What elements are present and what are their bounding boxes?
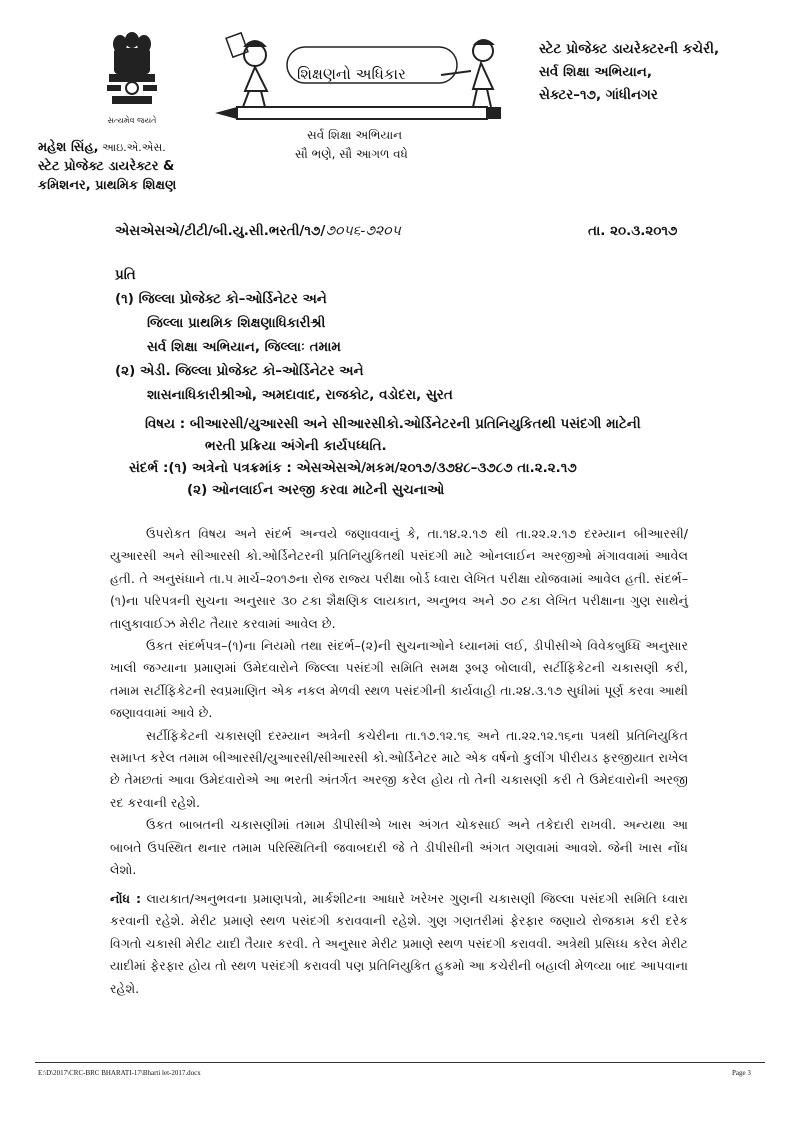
rte-logo	[215, 25, 535, 185]
lion-capital-icon	[92, 28, 172, 110]
addressee-prati: પ્રતિ	[115, 267, 136, 283]
office-line-1: સ્ટેટ પ્રોજેક્ટ ડાયરેક્ટરની કચેરી,	[539, 41, 720, 57]
office-address	[539, 38, 719, 107]
letter-body	[110, 523, 688, 882]
footer-page-number: Page 3	[732, 1069, 751, 1077]
addressee-1-line-3: સર્વ શિક્ષા અભિયાન, જિલ્લાઃ તમામ	[147, 339, 341, 355]
body-paragraph-3: સર્ટીફિકેટની ચકાસણી દરમ્યાન અત્રેની કચેરીના તા.૧૭.૧૨.૧૬ અને તા.૨૨.૧૨.૧૬ના પત્રથી પ્રતિનિયુકિત સમાપ્ત કરેલ તમામ બીઆરસી/યુઆરસી/સીઆરસી કો.ઓર્ડિનેટર માટે એક વર્ષનો કુલીંગ પીરીયડ ફરજીયાત રાખેલ છે તેમછતાં આવા ઉમેદવારોએ આ ભરતી અંતર્ગત અરજી કરેલ હોય તો તેની ચકાસણી કરી તે ઉમેદવારોની અરજી રદ કરવાની રહેશે.	[110, 727, 688, 810]
logo-subtitle-1: સર્વ શિક્ષા અભિયાન	[307, 128, 403, 142]
addressee-1: (૧) જિલ્લા પ્રોજેક્ટ કો–ઓર્ડિનેટર અને	[115, 291, 327, 307]
footer-divider	[35, 1062, 765, 1063]
sender-block	[38, 138, 176, 195]
office-line-3: સેક્ટર–૧૭, ગાંધીનગર	[539, 87, 658, 103]
addressee-block	[115, 263, 453, 407]
addressee-2: (૨) એડી. જિલ્લા પ્રોજેક્ટ કો–ઓર્ડિનેટર અને	[115, 363, 364, 379]
sender-name-line	[38, 138, 176, 157]
reference-number	[115, 223, 401, 239]
addressee-2-line-2: શાસનાધિકારીશ્રીઓ, અમદાવાદ, રાજકોટ, વડોદરા, સુરત	[147, 387, 453, 403]
footer-file-path: E:\D\2017\CRC-BRC BHARATI-17\Bharti let-2017.docx	[38, 1069, 201, 1077]
sender-designation-2: કમિશનર, પ્રાથમિક શિક્ષણ	[38, 178, 177, 193]
office-line-2: સર્વ શિક્ષા અભિયાન,	[539, 64, 652, 80]
body-paragraph-1: ઉપરોકત વિષય અને સંદર્ભ અન્વયે જણાવવાનું કે, તા.૧૪.૨.૧૭ થી તા.૨૨.૨.૧૭ દરમ્યાન બીઆરસી/યુઆરસી અને સીઆરસી કો.ઓર્ડિનેટરની પ્રતિનિયુકિતથી પસંદગી માટે ઓનલાઈન અરજીઓ મંગાવવામાં આવેલ હતી. તે અનુસંધાને તા.૫ માર્ચ–૨૦૧૭ના રોજ રાજ્ય પરીક્ષા બોર્ડ ધ્વારા લેખિત પરીક્ષા યોજવામાં આવેલ હતી. સંદર્ભ–(૧)ના પરિપત્રની સુચના અનુસાર ૩૦ ટકા શૈક્ષણિક લાયકાત, અનુભવ અને ૭૦ ટકા લેખિત પરીક્ષાના ગુણ સાથેનું તાલુકાવાઈઝ મેરીટ તૈયાર કરવામાં આવેલ છે.	[110, 526, 688, 631]
sender-degree: આઇ.એ.એસ.	[98, 141, 166, 154]
subject-block	[129, 413, 765, 501]
sender-designation-1: સ્ટેટ પ્રોજેક્ટ ડાયરેક્ટર &	[38, 159, 175, 174]
note-text: લાયકાત/અનુભવના પ્રમાણપત્રો, માર્કશીટના આધારે ખરેખર ગુણની ચકાસણી જિલ્લા પસંદગી સમિતિ ધ્વારા કરવાની રહેશે. મેરીટ પ્રમાણે સ્થળ પસંદગી કરાવવાની રહેશે. ગુણ ગણતરીમાં ફેરફાર જણાયે રોજકામ કરી દરેક વિગતો ચકાસી મેરીટ યાદી તૈયાર કરવી. તે અનુસાર મેરીટ પ્રમાણે સ્થળ પસંદગી કરાવવી. અત્રેથી પ્રસિધ્ધ કરેલ મેરીટ યાદીમાં ફેરફાર હોય તો સ્થળ પસંદગી કરાવવી પણ પ્રતિનિયુકિત હુકમો આ કચેરીની બહાલી મેળવ્યા બાદ આપવાના રહેશે.	[110, 891, 688, 996]
sender-name: મહેશ સિંહ,	[38, 140, 99, 155]
emblem-caption: સત્યમેવ જયતે	[107, 116, 157, 125]
reference-handwritten: ૭૦૫૬-૭૨૦૫	[325, 223, 401, 239]
body-paragraph-2: ઉકત સંદર્ભપત્ર–(૧)ના નિયમો તથા સંદર્ભ–(૨)ની સુચનાઓને ધ્યાનમાં લઈ, ડીપીસીએ વિવેકબુધ્ધિ અનુસાર ખાલી જગ્યાના પ્રમાણમાં ઉમેદવારોને જિલ્લા પસંદગી સમિતિ સમક્ષ રૂબરૂ બોલાવી, સર્ટીફિકેટની ચકાસણી કરી, તમામ સર્ટીફિકેટની સ્વપ્રમાણિત એક નકલ મેળવી સ્થળ પસંદગીની કાર્યવાહી તા.૨૪.૩.૧૭ સુધીમાં પૂર્ણ કરવા આથી જણાવવામાં આવે છે.	[110, 638, 688, 721]
reference-line-1: સંદર્ભ :(૧) અત્રેનો પત્રક્રમાંક : એસએસએ/મકમ/૨૦૧૭/૩૭૪૮–૩૭૮૭ તા.૨.૨.૧૭	[129, 460, 577, 476]
reference-prefix: એસએસએ/ટીટી/બી.યુ.સી.ભરતી/૧૭/	[115, 223, 326, 239]
subject-line-1: વિષય : બીઆરસી/યુઆરસી અને સીઆરસીકો.ઓર્ડિનેટરની પ્રતિનિયુકિતથી પસંદગી માટેની	[145, 416, 641, 432]
logo-subtitle-2: સૌ ભણે, સૌ આગળ વધે	[295, 147, 408, 161]
note-block	[110, 888, 688, 1000]
subject-line-2: ભરતી પ્રક્રિયા અંગેની કાર્યપધ્ધતિ.	[205, 438, 387, 454]
addressee-1-line-2: જિલ્લા પ્રાથમિક શિક્ષણાધિકારીશ્રી	[147, 315, 326, 331]
letter-date: તા. ૨૦.૩.૨૦૧૭	[588, 223, 678, 239]
state-emblem	[92, 28, 172, 126]
logo-title: શિક્ષણનો અધિકાર	[297, 65, 406, 83]
reference-line-2: (૨) ઓનલાઈન અરજી કરવા માટેની સુચનાઓ	[187, 482, 445, 498]
body-paragraph-4: ઉકત બાબતની ચકાસણીમાં તમામ ડીપીસીએ ખાસ અંગત ચોકસાઈ અને તકેદારી રાખવી. અન્યથા આ બાબતે ઉપસ્થિત થનાર તમામ પરિસ્થિતિની જવાબદારી જે તે ડીપીસીની અંગત ગણવામાં આવશે. જેની ખાસ નોંધ લેશો.	[110, 817, 688, 878]
note-label: નોંધ :	[110, 891, 142, 906]
